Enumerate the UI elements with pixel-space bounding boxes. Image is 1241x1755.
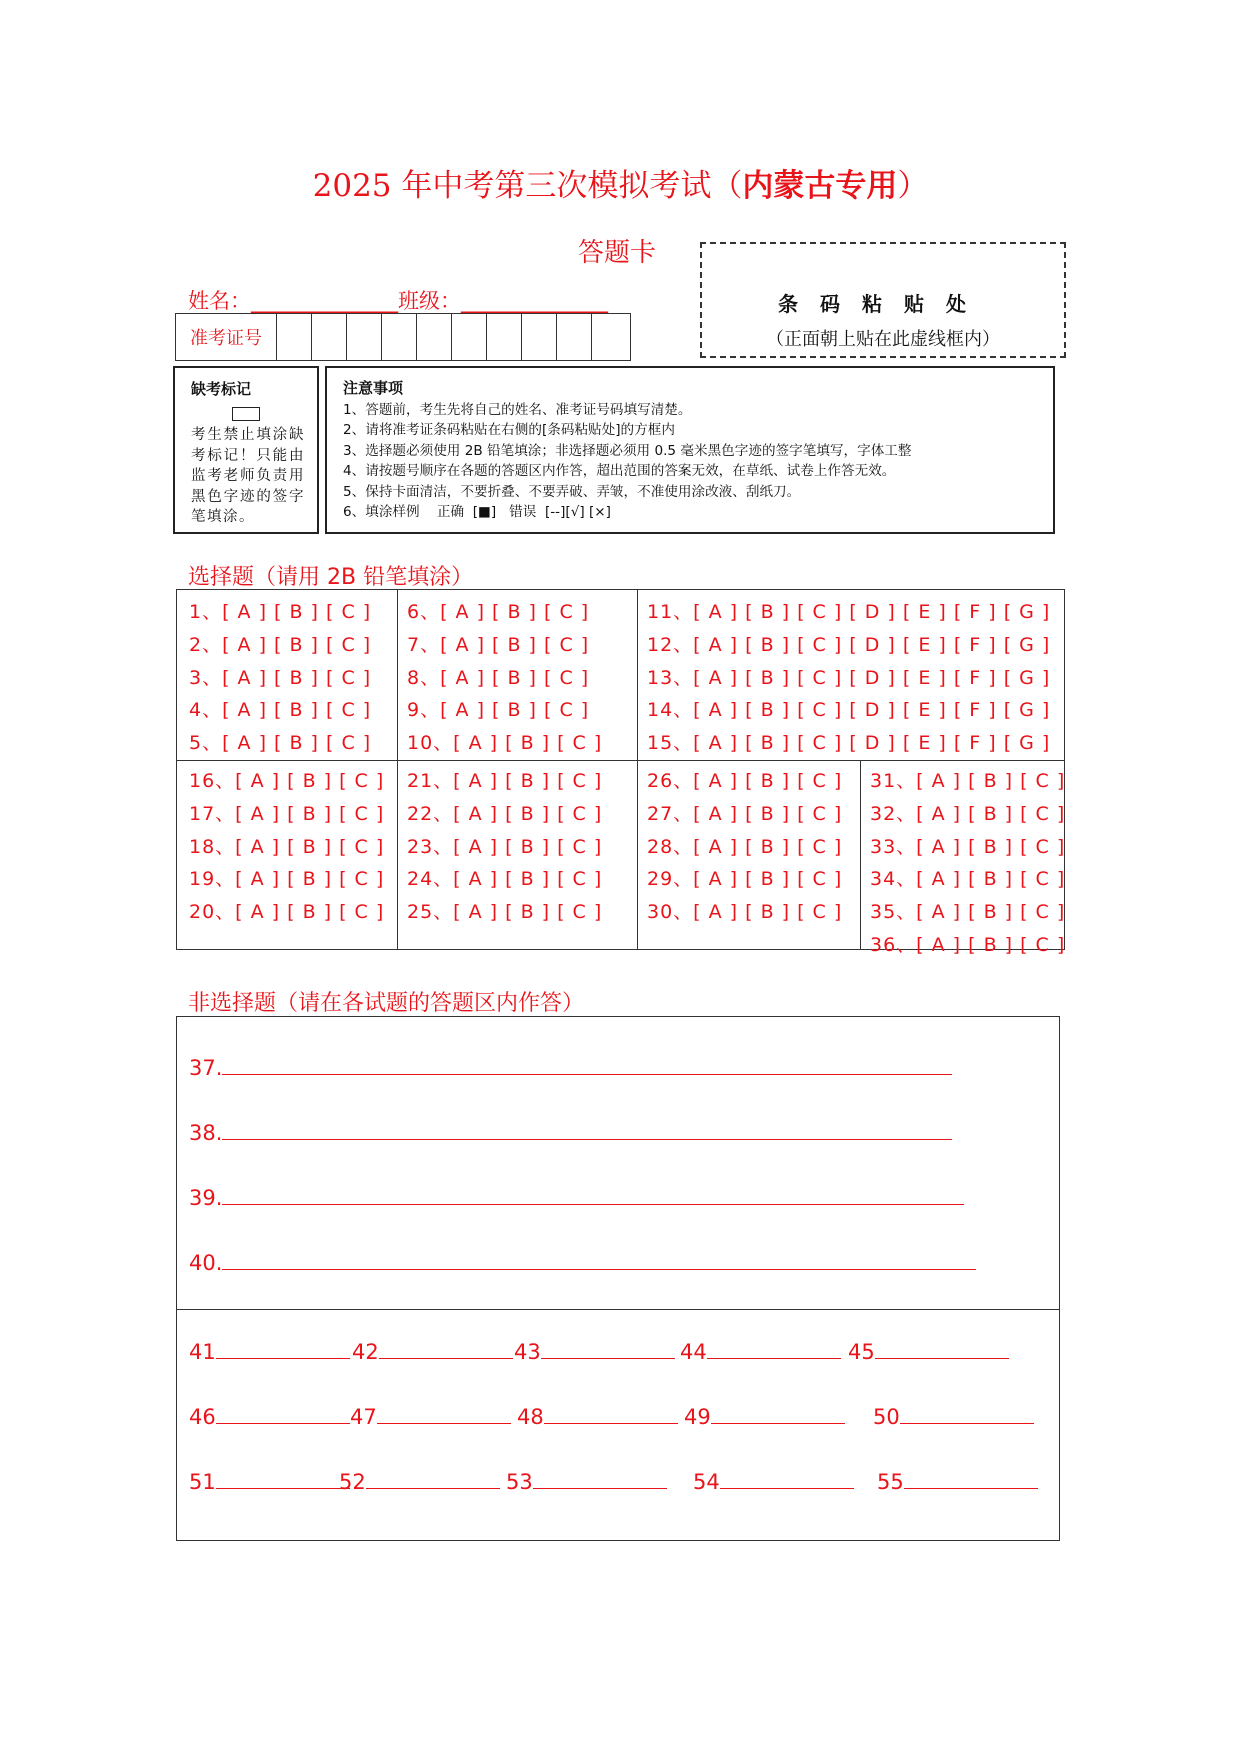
answer-blank[interactable] [900,1404,1034,1424]
short-answer[interactable] [189,1339,350,1364]
absent-mark-checkbox[interactable] [232,407,260,421]
answer-blank[interactable] [216,1469,350,1489]
answer-number: 51 [189,1470,216,1494]
choice-question[interactable]: 8、[ A ] [ B ] [ C ] [407,666,590,689]
choice-question[interactable]: 22、[ A ] [ B ] [ C ] [407,802,603,825]
short-answer[interactable] [352,1339,513,1364]
short-answer[interactable] [339,1469,500,1494]
choice-question[interactable]: 25、[ A ] [ B ] [ C ] [407,901,603,924]
long-answer-line[interactable] [189,1055,952,1080]
notes-line: 2、请将准考证条码粘贴在右侧的[条码粘贴处]的方框内 [343,422,675,439]
choice-question[interactable]: 24、[ A ] [ B ] [ C ] [407,868,603,891]
choice-question[interactable]: 35、[ A ] [ B ] [ C ] [870,901,1066,924]
exam-id-cell[interactable] [487,314,522,360]
answer-number: 45 [848,1340,875,1364]
answer-number: 48 [517,1405,544,1429]
choice-question[interactable]: 34、[ A ] [ B ] [ C ] [870,868,1066,891]
divider [860,760,861,949]
choice-question[interactable]: 23、[ A ] [ B ] [ C ] [407,835,603,858]
absent-mark-box [173,366,319,534]
answer-blank[interactable] [904,1469,1038,1489]
choice-question[interactable]: 12、[ A ] [ B ] [ C ] [ D ] [ E ] [ F ] [ G ] [647,633,1051,656]
answer-number: 55 [877,1470,904,1494]
notes-line: 5、保持卡面清洁，不要折叠、不要弄破、弄皱，不准使用涂改液、刮纸刀。 [343,483,801,500]
answer-number: 52 [339,1470,366,1494]
exam-id-cell[interactable] [312,314,347,360]
answer-blank[interactable] [707,1339,841,1359]
exam-id-cell[interactable] [277,314,312,360]
answer-number: 50 [873,1405,900,1429]
answer-blank[interactable] [366,1469,500,1489]
long-answer-line[interactable] [189,1120,952,1145]
title-main: 2025 年中考第三次模拟考试（ [312,168,743,204]
barcode-title: 条码粘贴处 [778,292,988,316]
choice-question[interactable]: 10、[ A ] [ B ] [ C ] [407,732,603,755]
answer-blank[interactable] [711,1404,845,1424]
long-answer-line[interactable] [189,1250,976,1275]
choice-question[interactable]: 3、[ A ] [ B ] [ C ] [189,666,372,689]
choice-question[interactable]: 31、[ A ] [ B ] [ C ] [870,770,1066,792]
barcode-area[interactable] [700,242,1066,358]
choice-question[interactable]: 11、[ A ] [ B ] [ C ] [ D ] [ E ] [ F ] [ G ] [647,601,1051,623]
short-answer[interactable] [684,1404,845,1429]
name-label: 姓名： [188,289,251,313]
answer-number: 42 [352,1340,379,1364]
choice-grid [176,589,1066,956]
choice-question[interactable]: 7、[ A ] [ B ] [ C ] [407,633,590,656]
absent-instructions: 考生禁止填涂缺考标记！只能由监考老师负责用黑色字迹的签字笔填涂。 [191,427,305,525]
answer-blank[interactable] [222,1185,964,1205]
choice-question[interactable]: 26、[ A ] [ B ] [ C ] [647,770,843,792]
short-answer[interactable] [189,1469,350,1494]
name-field[interactable]: ______________ [251,289,398,313]
answer-blank[interactable] [875,1339,1009,1359]
answer-blank[interactable] [222,1120,952,1140]
answer-number: 40. [189,1251,223,1275]
short-answer[interactable] [514,1339,675,1364]
notes-heading: 注意事项 [343,379,404,397]
answer-blank[interactable] [544,1404,678,1424]
exam-id-box [175,313,631,361]
notes-line: 4、请按题号顺序在各题的答题区内作答，超出范围的答案无效，在草纸、试卷上作答无效。 [343,463,896,480]
class-field[interactable]: ______________ [461,289,608,313]
short-answer[interactable] [693,1469,854,1494]
short-answer[interactable] [848,1339,1009,1364]
exam-id-cell[interactable] [382,314,417,360]
choice-question[interactable]: 28、[ A ] [ B ] [ C ] [647,835,843,858]
choice-question[interactable]: 6、[ A ] [ B ] [ C ] [407,601,590,623]
notes-box [325,366,1055,534]
divider [637,590,638,949]
answer-number: 53 [506,1470,533,1494]
short-answer[interactable] [873,1404,1034,1429]
choice-question[interactable]: 4、[ A ] [ B ] [ C ] [189,699,372,722]
choice-question[interactable]: 14、[ A ] [ B ] [ C ] [ D ] [ E ] [ F ] [ G ] [647,699,1051,722]
divider [177,760,1064,761]
exam-id-cell[interactable] [522,314,557,360]
notes-line: 6、填涂样例 正确 [■] 错误 [--][√] [×] [343,504,611,521]
choice-question[interactable]: 1、[ A ] [ B ] [ C ] [189,601,372,623]
choice-question[interactable]: 5、[ A ] [ B ] [ C ] [189,732,372,755]
answer-blank[interactable] [533,1469,667,1489]
choice-question[interactable]: 33、[ A ] [ B ] [ C ] [870,835,1066,858]
choice-question[interactable]: 9、[ A ] [ B ] [ C ] [407,699,590,722]
answer-number: 54 [693,1470,720,1494]
notes-line: 1、答题前，考生先将自己的姓名、准考证号码填写清楚。 [343,402,692,418]
long-answer-line[interactable] [189,1185,964,1210]
answer-blank[interactable] [379,1339,513,1359]
name-class-row [188,285,608,315]
short-answer[interactable] [680,1339,841,1364]
choice-question[interactable]: 15、[ A ] [ B ] [ C ] [ D ] [ E ] [ F ] [ G ] [647,732,1051,755]
choice-section-title: 选择题（请用 2B 铅笔填涂） [188,565,474,590]
nonchoice-section-title: 非选择题（请在各试题的答题区内作答） [188,991,585,1016]
choice-question[interactable]: 27、[ A ] [ B ] [ C ] [647,802,843,825]
choice-question[interactable]: 29、[ A ] [ B ] [ C ] [647,868,843,891]
exam-id-cell[interactable] [347,314,382,360]
title-region: 内蒙古专用 [742,168,898,204]
choice-question[interactable]: 19、[ A ] [ B ] [ C ] [189,868,385,891]
notes-line: 3、选择题必须使用 2B 铅笔填涂；非选择题必须用 0.5 毫米黑色字迹的签字笔填写，字体工整 [343,442,912,459]
choice-question[interactable]: 20、[ A ] [ B ] [ C ] [189,901,385,924]
choice-question[interactable]: 21、[ A ] [ B ] [ C ] [407,770,603,792]
choice-question[interactable]: 18、[ A ] [ B ] [ C ] [189,835,385,858]
answer-blank[interactable] [222,1055,952,1075]
answer-blank[interactable] [216,1404,350,1424]
choice-question[interactable]: 30、[ A ] [ B ] [ C ] [647,901,843,924]
short-answer[interactable] [506,1469,667,1494]
divider [177,1309,1059,1310]
class-label: 班级： [398,289,461,313]
answer-blank[interactable] [216,1339,350,1359]
page-title [0,160,1241,205]
choice-question[interactable]: 2、[ A ] [ B ] [ C ] [189,633,372,656]
answer-blank[interactable] [222,1250,976,1270]
answer-card-label: 答题卡 [578,238,657,268]
short-answer[interactable] [517,1404,678,1429]
barcode-subtitle: （正面朝上贴在此虚线框内） [766,329,1000,350]
answer-number: 38. [189,1121,223,1145]
absent-heading: 缺考标记 [191,380,252,398]
answer-blank[interactable] [377,1404,511,1424]
exam-id-cell[interactable] [592,314,627,360]
short-answer[interactable] [350,1404,511,1429]
exam-id-cell[interactable] [557,314,592,360]
choice-question[interactable]: 32、[ A ] [ B ] [ C ] [870,802,1066,825]
answer-number: 44 [680,1340,707,1364]
short-answer[interactable] [877,1469,1038,1494]
title-end: ） [897,168,929,204]
answer-number: 37. [189,1056,223,1080]
exam-id-cell[interactable] [452,314,487,360]
answer-number: 41 [189,1340,216,1364]
answer-number: 39. [189,1186,223,1210]
answer-blank[interactable] [720,1469,854,1489]
exam-id-label: 准考证号 [176,314,277,360]
answer-number: 46 [189,1405,216,1429]
answer-number: 49 [684,1405,711,1429]
exam-id-cell[interactable] [417,314,452,360]
choice-question[interactable]: 36、[ A ] [ B ] [ C ] [870,934,1066,956]
choice-question[interactable]: 17、[ A ] [ B ] [ C ] [189,802,385,825]
divider [397,590,398,949]
answer-blank[interactable] [541,1339,675,1359]
choice-question[interactable]: 16、[ A ] [ B ] [ C ] [189,770,385,792]
answer-number: 47 [350,1405,377,1429]
nonchoice-area [176,1016,1060,1541]
short-answer[interactable] [189,1404,350,1429]
answer-number: 43 [514,1340,541,1364]
choice-question[interactable]: 13、[ A ] [ B ] [ C ] [ D ] [ E ] [ F ] [ G ] [647,666,1051,689]
